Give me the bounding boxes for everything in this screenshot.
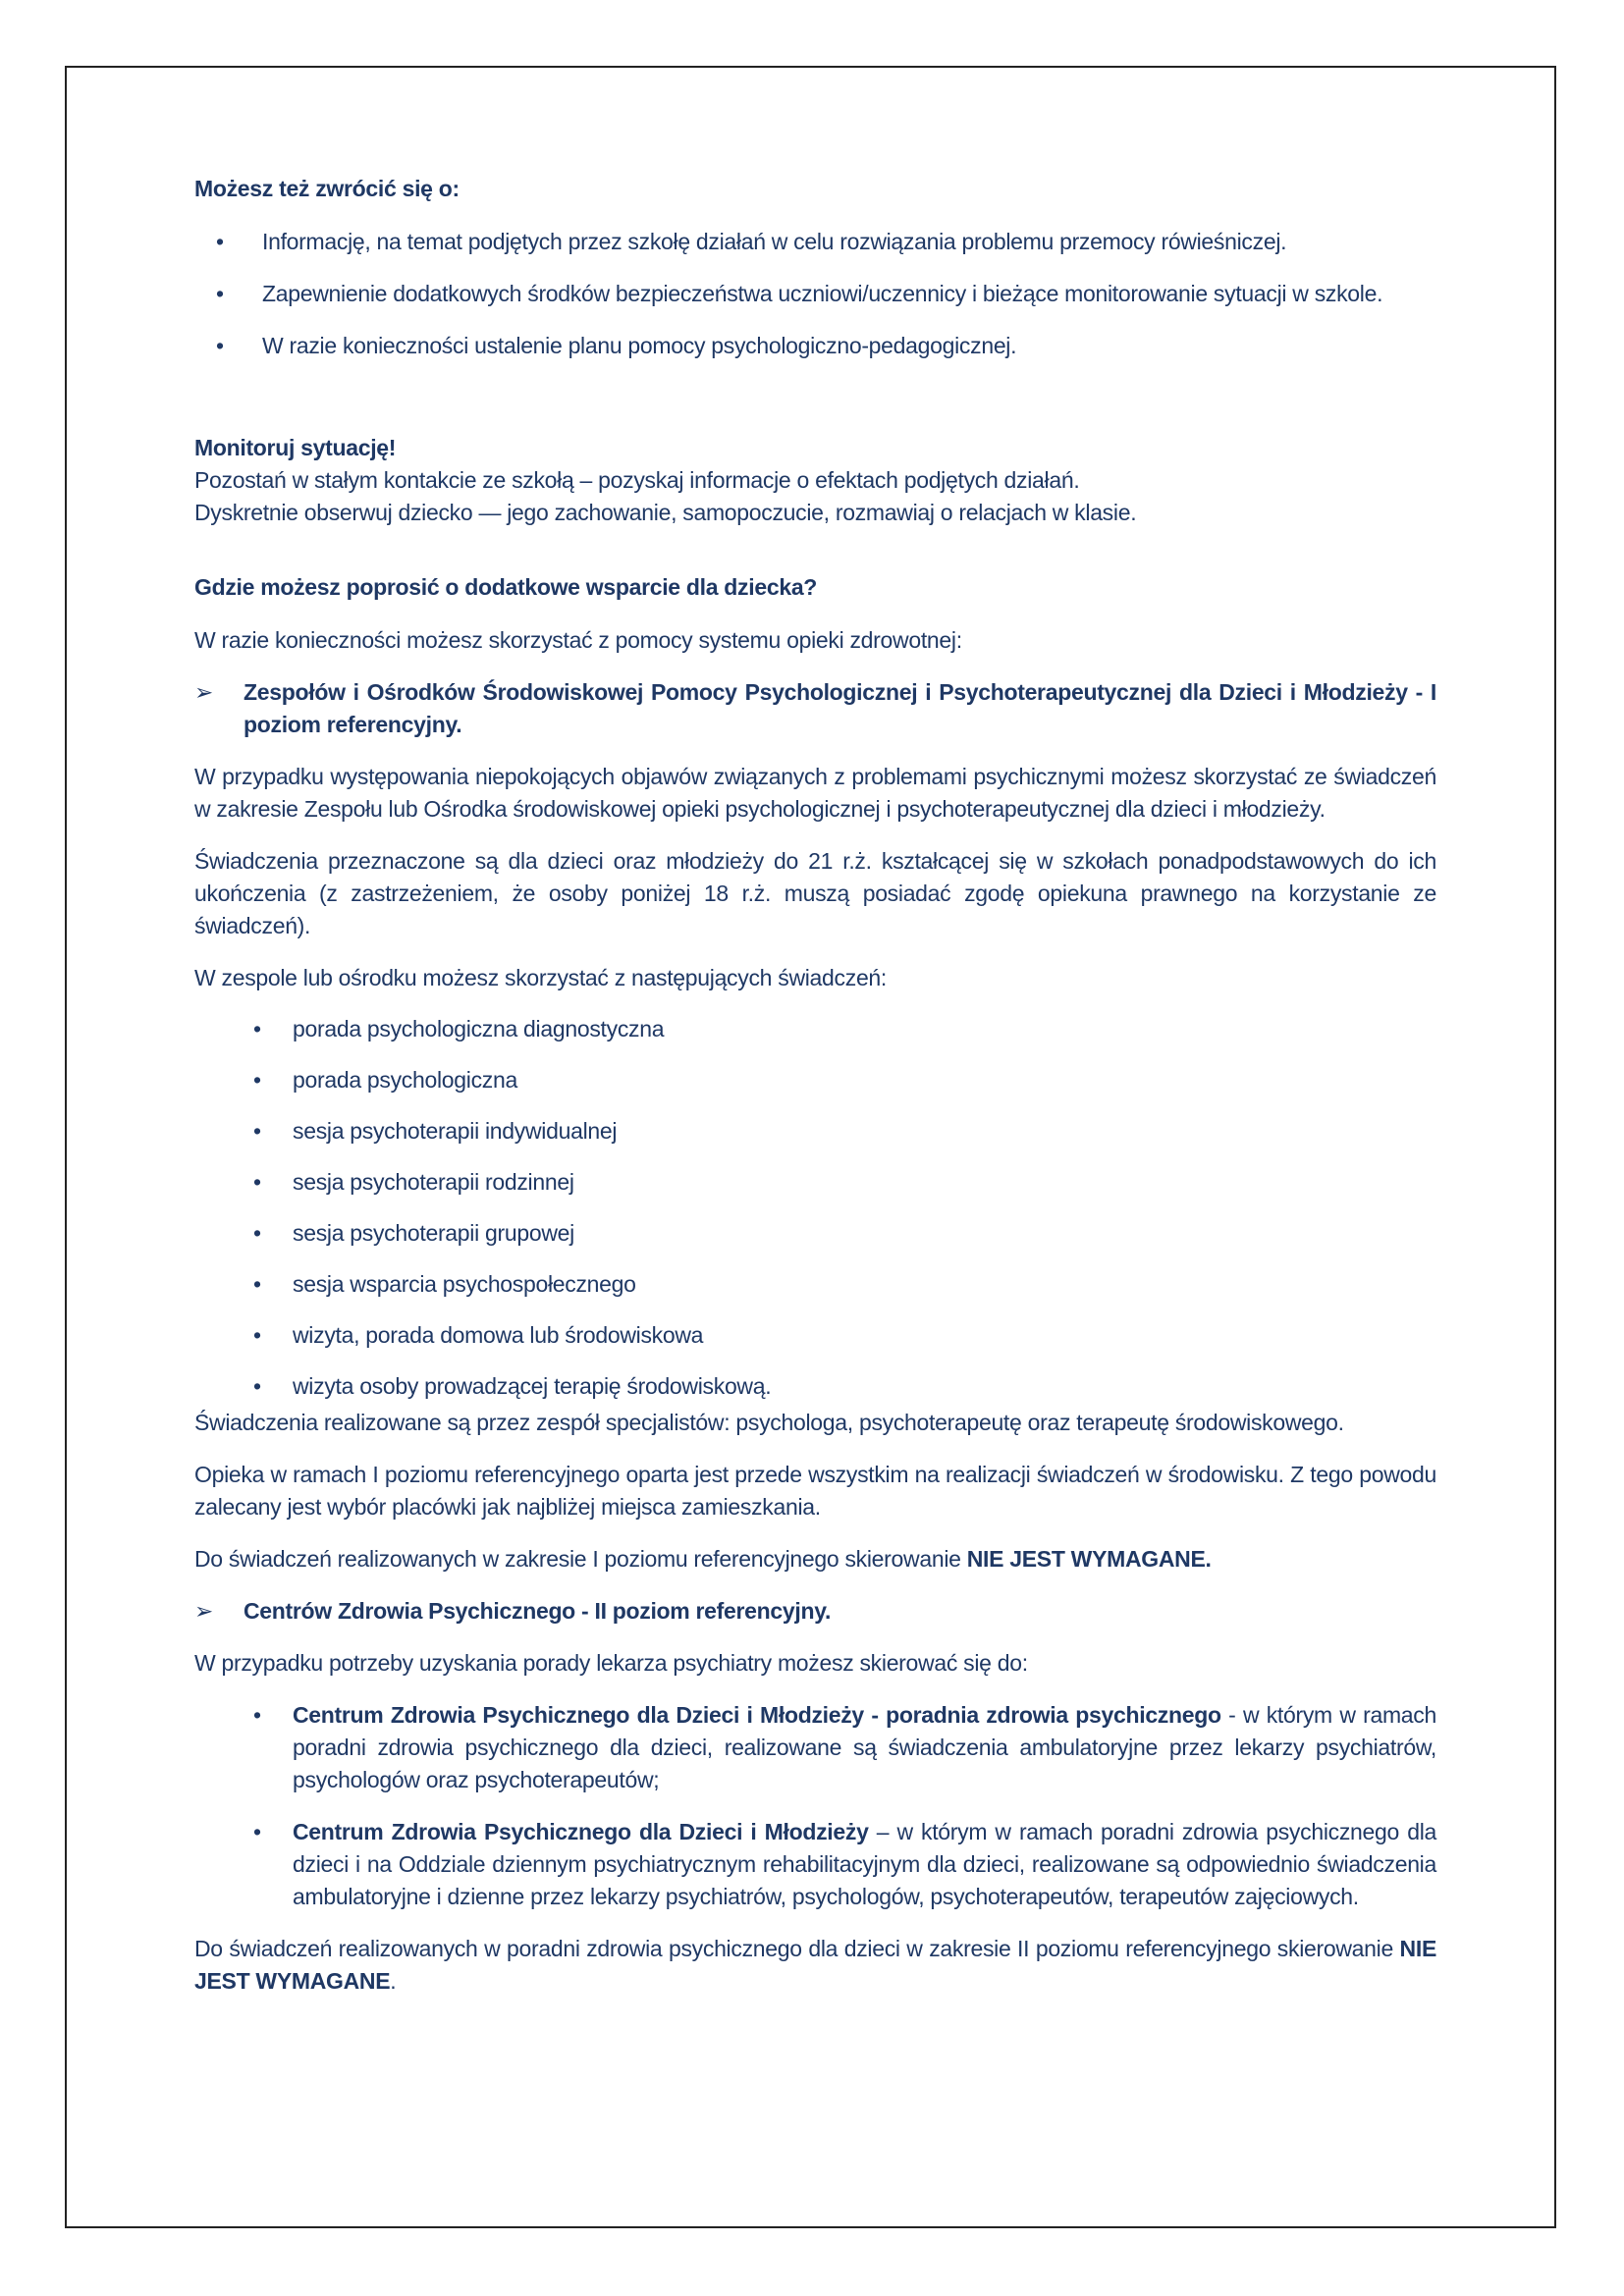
list-item	[194, 1319, 1436, 1352]
list-item	[194, 1217, 1436, 1250]
list-item	[194, 1166, 1436, 1199]
section-heading-request: Możesz też zwrócić się o:	[194, 176, 460, 201]
service-text: wizyta osoby prowadzącej terapię środowiskową.	[293, 1373, 772, 1399]
referral-note-emphasis: NIE JEST WYMAGANE.	[966, 1546, 1212, 1572]
services-list	[194, 1013, 1436, 1403]
level1-paragraph: Opieka w ramach I poziomu referencyjnego oparta jest przede wszystkim na realizacji świadczeń w środowisku. Z tego powodu zalecany jest wybór placówki jak najbliżej miejsca zamieszkania.	[194, 1462, 1436, 1520]
level1-title	[194, 676, 1436, 741]
section-heading-monitor: Monitoruj sytuację!	[194, 435, 397, 460]
list-item	[194, 278, 1436, 310]
list-item	[194, 1064, 1436, 1096]
list-item	[194, 1115, 1436, 1148]
list-item	[194, 1699, 1436, 1796]
list-item-text: W razie konieczności ustalenie planu pomocy psychologiczno-pedagogicznej.	[262, 333, 1017, 358]
referral-note-emphasis: NIE JEST WYMAGANE	[194, 1936, 1436, 1994]
bullet-icon: •	[253, 1169, 261, 1195]
service-text: porada psychologiczna	[293, 1067, 517, 1093]
bullet-icon: •	[253, 1067, 261, 1093]
bullet-icon: •	[253, 1702, 261, 1728]
service-text: sesja psychoterapii indywidualnej	[293, 1118, 618, 1144]
level1-paragraph: Świadczenia realizowane są przez zespół specjalistów: psychologa, psychoterapeutę oraz terapeutę środowiskowego.	[194, 1410, 1344, 1435]
monitor-line: Pozostań w stałym kontakcie ze szkołą – pozyskaj informacje o efektach podjętych działań.	[194, 467, 1080, 493]
section-heading-support: Gdzie możesz poprosić o dodatkowe wsparcie dla dziecka?	[194, 574, 818, 600]
bullet-icon: •	[253, 1271, 261, 1297]
level2-title-text: Centrów Zdrowia Psychicznego - II poziom referencyjny.	[244, 1598, 832, 1624]
arrow-icon: ➢	[194, 1598, 213, 1624]
list-item	[194, 226, 1436, 258]
center-name: Centrum Zdrowia Psychicznego dla Dzieci i Młodzieży - poradnia zdrowia psychicznego	[293, 1702, 1221, 1728]
service-text: sesja psychoterapii grupowej	[293, 1220, 574, 1246]
level2-intro: W przypadku potrzeby uzyskania porady lekarza psychiatry możesz skierować się do:	[194, 1650, 1028, 1676]
support-intro: W razie konieczności możesz skorzystać z pomocy systemu opieki zdrowotnej:	[194, 627, 962, 653]
level1-referral-note	[194, 1543, 1436, 1575]
list-item	[194, 1013, 1436, 1045]
list-item-text: Informację, na temat podjętych przez szkołę działań w celu rozwiązania problemu przemocy rówieśniczej.	[262, 229, 1287, 254]
bullet-icon: •	[253, 1322, 261, 1348]
arrow-icon: ➢	[194, 679, 213, 705]
list-item	[194, 330, 1436, 362]
service-text: sesja wsparcia psychospołecznego	[293, 1271, 636, 1297]
bullet-icon: •	[253, 1118, 261, 1144]
bullet-icon: •	[253, 1373, 261, 1399]
list-item	[194, 1268, 1436, 1301]
referral-note-text: Do świadczeń realizowanych w zakresie I poziomu referencyjnego skierowanie	[194, 1546, 967, 1572]
list-item-text: Zapewnienie dodatkowych środków bezpieczeństwa uczniowi/uczennicy i bieżące monitorowanie sytuacji w szkole.	[262, 281, 1383, 306]
referral-note-text: Do świadczeń realizowanych w poradni zdrowia psychicznego dla dzieci w zakresie II poziomu referencyjnego skierowanie	[194, 1936, 1400, 1961]
bullet-icon: •	[253, 1819, 261, 1844]
level1-paragraph: W przypadku występowania niepokojących objawów związanych z problemami psychicznymi możesz skorzystać ze świadczeń w zakresie Zespołu lub Ośrodka środowiskowej opieki psychologicznej i psychoterapeutycznej dla dzieci i młodzieży.	[194, 764, 1436, 822]
level2-referral-note	[194, 1933, 1436, 1998]
level1-paragraph: Świadczenia przeznaczone są dla dzieci oraz młodzieży do 21 r.ż. kształcącej się w szkołach ponadpodstawowych do ich ukończenia (z zastrzeżeniem, że osoby poniżej 18 r.ż. muszą posiadać zgodę opiekuna prawnego na korzystanie ze świadczeń).	[194, 848, 1436, 938]
bullet-icon: •	[216, 281, 224, 306]
center-name: Centrum Zdrowia Psychicznego dla Dzieci i Młodzieży	[293, 1819, 869, 1844]
centers-list	[194, 1699, 1436, 1913]
level2-title	[194, 1595, 1436, 1628]
bullet-icon: •	[253, 1016, 261, 1041]
monitor-line: Dyskretnie obserwuj dziecko — jego zachowanie, samopoczucie, rozmawiaj o relacjach w klasie.	[194, 500, 1137, 525]
level1-title-text: Zespołów i Ośrodków Środowiskowej Pomocy Psychologicznej i Psychoterapeutycznej dla Dzieci i Młodzieży - I poziom referencyjny.	[244, 679, 1436, 737]
bullet-icon: •	[216, 333, 224, 358]
service-text: sesja psychoterapii rodzinnej	[293, 1169, 574, 1195]
service-text: porada psychologiczna diagnostyczna	[293, 1016, 665, 1041]
list-item	[194, 1816, 1436, 1913]
center-description: – w którym w ramach poradni zdrowia psychicznego dla dzieci i na Oddziale dziennym psychiatrycznym rehabilitacyjnym dla dzieci, realizowane są odpowiednio świadczenia ambulatoryjne i dzienne przez lekarzy psychiatrów, psychologów, psychoterapeutów, terapeutów zajęciowych.	[293, 1819, 1437, 1909]
bullet-icon: •	[253, 1220, 261, 1246]
level1-services-intro: W zespole lub ośrodku możesz skorzystać z następujących świadczeń:	[194, 965, 888, 990]
list-item	[194, 1370, 1436, 1403]
bullet-icon: •	[216, 229, 224, 254]
document-content	[194, 173, 1436, 1998]
request-list	[194, 226, 1436, 362]
service-text: wizyta, porada domowa lub środowiskowa	[293, 1322, 704, 1348]
center-description: - w którym w ramach poradni zdrowia psychicznego dla dzieci, realizowane są świadczenia ambulatoryjne przez lekarzy psychiatrów, psychologów oraz psychoterapeutów;	[293, 1702, 1436, 1792]
referral-note-end: .	[390, 1968, 397, 1994]
